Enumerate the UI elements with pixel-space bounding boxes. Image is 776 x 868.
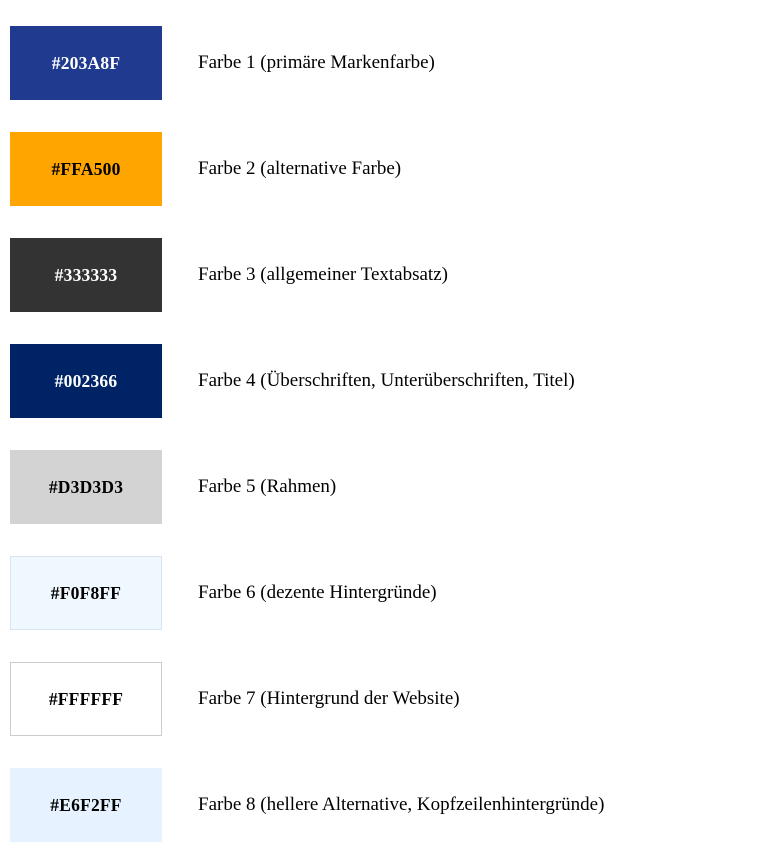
- color-description: Farbe 5 (Rahmen): [198, 475, 337, 497]
- color-swatch: [10, 344, 162, 418]
- color-swatch: [10, 26, 162, 100]
- color-description: Farbe 6 (dezente Hintergründe): [198, 581, 437, 603]
- color-hex-label: #002366: [54, 370, 118, 391]
- color-description: Farbe 8 (hellere Alternative, Kopfzeilenhintergründe): [198, 793, 605, 815]
- color-swatch: [10, 450, 162, 524]
- color-row: [0, 10, 776, 116]
- color-description: Farbe 1 (primäre Markenfarbe): [198, 51, 435, 73]
- color-description: Farbe 2 (alternative Farbe): [198, 157, 402, 179]
- color-row: [0, 752, 776, 858]
- color-hex-label: #203A8F: [51, 52, 121, 73]
- color-hex-label: #FFFFFF: [48, 688, 124, 709]
- color-description: Farbe 4 (Überschriften, Unterüberschriften, Titel): [198, 369, 575, 391]
- color-row: [0, 646, 776, 752]
- color-hex-label: #333333: [54, 264, 118, 285]
- color-swatch: [10, 238, 162, 312]
- color-swatch: [10, 556, 162, 630]
- color-swatch: [10, 662, 162, 736]
- color-description: Farbe 7 (Hintergrund der Website): [198, 687, 460, 709]
- color-row: [0, 328, 776, 434]
- color-hex-label: #FFA500: [51, 158, 121, 179]
- color-hex-label: #E6F2FF: [50, 794, 122, 815]
- color-description: Farbe 3 (allgemeiner Textabsatz): [198, 263, 448, 285]
- color-row: [0, 540, 776, 646]
- color-swatch: [10, 768, 162, 842]
- color-swatch: [10, 132, 162, 206]
- color-row: [0, 222, 776, 328]
- color-row: [0, 434, 776, 540]
- color-hex-label: #D3D3D3: [48, 476, 124, 497]
- color-hex-label: #F0F8FF: [50, 582, 122, 603]
- color-row: [0, 116, 776, 222]
